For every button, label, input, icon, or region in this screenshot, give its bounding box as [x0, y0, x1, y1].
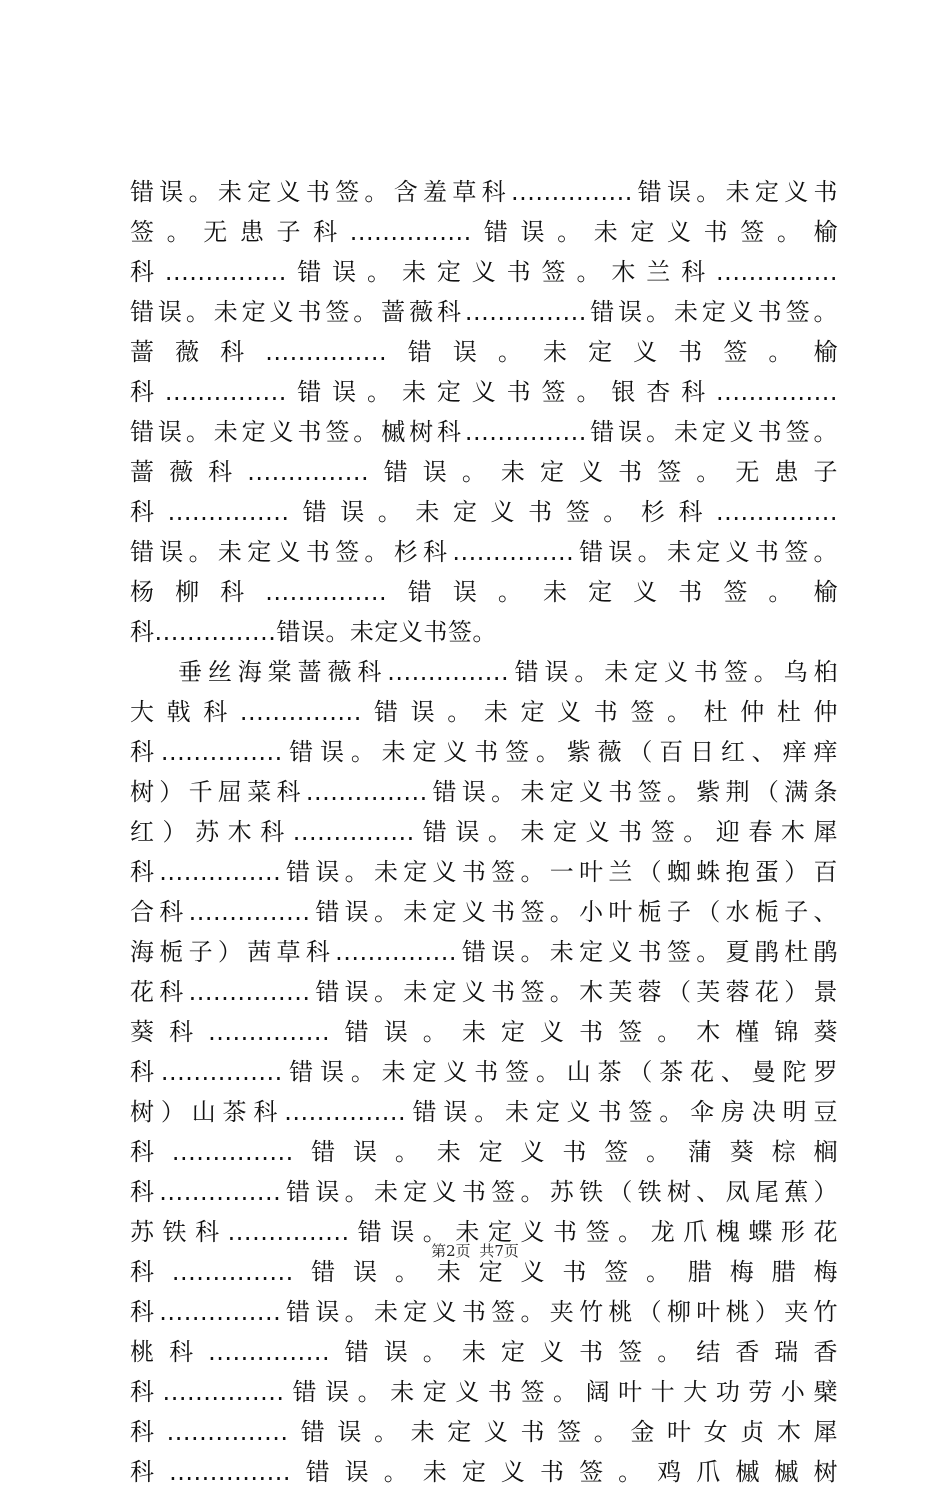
text-line: 科...............错误。未定义书签。蒲葵棕榈 [130, 1138, 838, 1166]
page-total: 共7页 [479, 1242, 519, 1260]
text-line: 科...............错误。未定义书签。夹竹桃（柳叶桃）夹竹 [130, 1298, 838, 1326]
page-number: 第2页 [431, 1242, 471, 1260]
text-line: 蔷薇科...............错误。未定义书签。无患子 [130, 458, 838, 486]
text-line: 科...............错误。未定义书签。一叶兰（蜘蛛抱蛋）百 [130, 858, 838, 886]
text-line: 错误。未定义书签。槭树科...............错误。未定义书签。 [130, 418, 838, 446]
text-line: 错误。未定义书签。蔷薇科...............错误。未定义书签。 [130, 298, 838, 326]
text-line: 科...............错误。未定义书签。苏铁（铁树、凤尾蕉） [130, 1178, 838, 1206]
text-line: 苏铁科...............错误。未定义书签。龙爪槐蝶形花 [130, 1218, 838, 1246]
text-line: 科...............错误。未定义书签。鸡爪槭槭树 [130, 1458, 838, 1486]
page-footer [0, 1240, 950, 1261]
text-line: 红）苏木科...............错误。未定义书签。迎春木犀 [130, 818, 838, 846]
text-line: 科...............错误。未定义书签。紫薇（百日红、痒痒 [130, 738, 838, 766]
text-line: 合科...............错误。未定义书签。小叶栀子（水栀子、 [130, 898, 838, 926]
text-line: 科...............错误。未定义书签。木兰科............... [130, 258, 838, 286]
text-line: 科...............错误。未定义书签。阔叶十大功劳小檗 [130, 1378, 838, 1406]
text-line: 葵科...............错误。未定义书签。木槿锦葵 [130, 1018, 838, 1046]
text-line: 错误。未定义书签。杉科...............错误。未定义书签。 [130, 538, 838, 566]
text-line: 大戟科...............错误。未定义书签。杜仲杜仲 [130, 698, 838, 726]
text-line: 签。无患子科...............错误。未定义书签。榆 [130, 218, 838, 246]
text-line: 树）山茶科...............错误。未定义书签。伞房决明豆 [130, 1098, 838, 1126]
text-line: 科...............错误。未定义书签。山茶（茶花、曼陀罗 [130, 1058, 838, 1086]
text-line: 蔷薇科...............错误。未定义书签。榆 [130, 338, 838, 366]
text-line: 错误。未定义书签。含羞草科...............错误。未定义书 [130, 178, 838, 206]
text-line: 桃科...............错误。未定义书签。结香瑞香 [130, 1338, 838, 1366]
text-line: 科...............错误。未定义书签。杉科............... [130, 498, 838, 526]
text-line: 花科...............错误。未定义书签。木芙蓉（芙蓉花）景 [130, 978, 838, 1006]
text-line: 树）千屈菜科...............错误。未定义书签。紫荆（满条 [130, 778, 838, 806]
paragraph-start-line: 垂丝海棠蔷薇科...............错误。未定义书签。乌桕 [178, 658, 838, 686]
text-line: 科...............错误。未定义书签。金叶女贞木犀 [130, 1418, 838, 1446]
text-line: 杨柳科...............错误。未定义书签。榆 [130, 578, 838, 606]
text-line: 海栀子）茜草科...............错误。未定义书签。夏鹃杜鹃 [130, 938, 838, 966]
text-line: 科...............错误。未定义书签。腊梅腊梅 [130, 1258, 838, 1286]
text-line: 科...............错误。未定义书签。银杏科............... [130, 378, 838, 406]
document-body [130, 172, 838, 1492]
text-line: 科...............错误。未定义书签。 [130, 618, 497, 646]
